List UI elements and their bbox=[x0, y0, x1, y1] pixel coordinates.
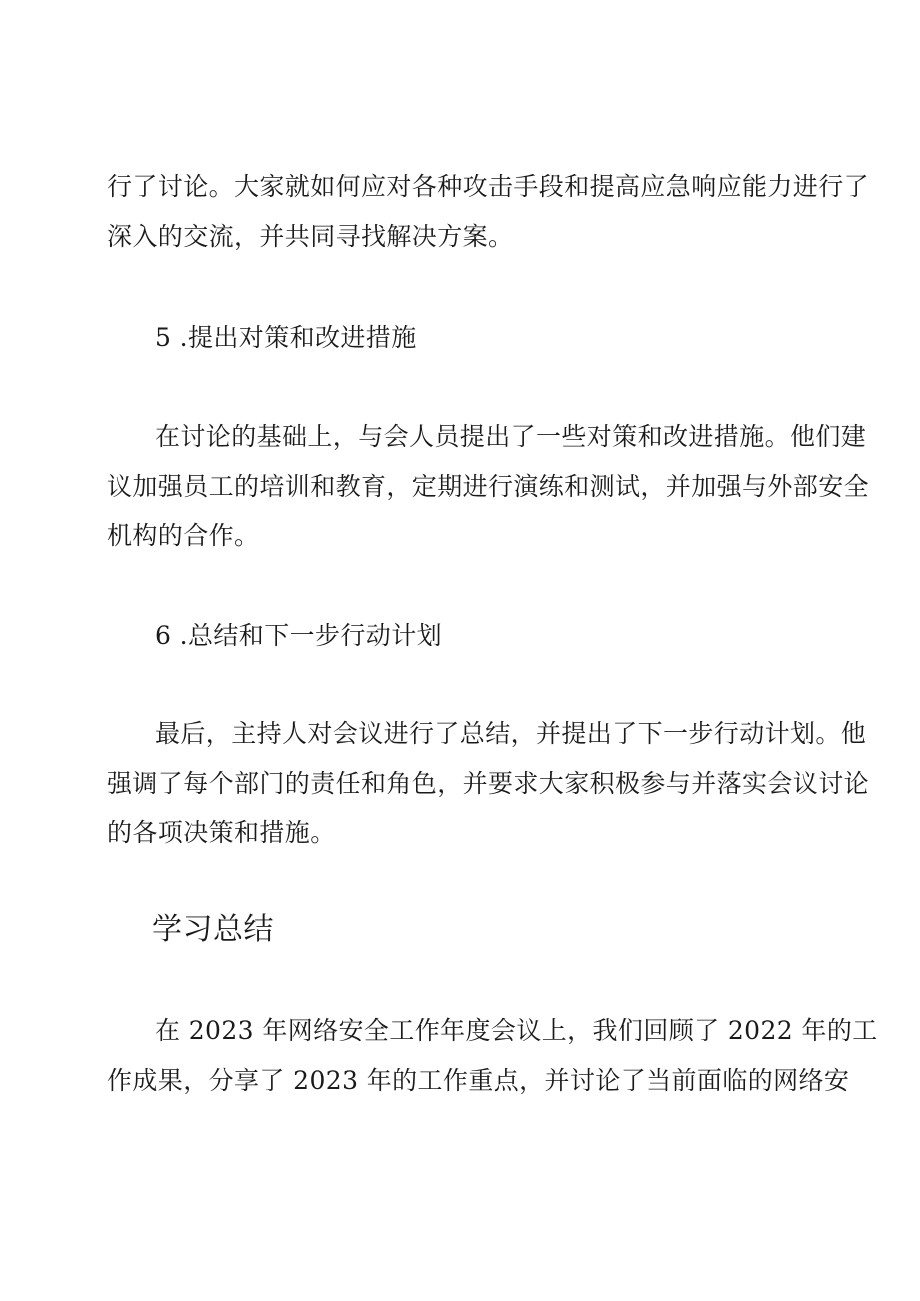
paragraph-line: 的各项决策和措施。 bbox=[107, 818, 336, 847]
paragraph-line: 最后，主持人对会议进行了总结，并提出了下一步行动计划。他 bbox=[155, 719, 867, 748]
section-heading: 学习总结 bbox=[152, 912, 274, 947]
paragraph-line: 行了讨论。大家就如何应对各种攻击手段和提高应急响应能力进行了 bbox=[107, 172, 870, 201]
paragraph-line: 在讨论的基础上，与会人员提出了一些对策和改进措施。他们建 bbox=[155, 422, 867, 451]
paragraph-line: 议加强员工的培训和教育，定期进行演练和测试，并加强与外部安全 bbox=[107, 472, 870, 501]
paragraph-line: 深入的交流，并共同寻找解决方案。 bbox=[107, 222, 514, 251]
list-item-heading-6: 6 .总结和下一步行动计划 bbox=[155, 621, 443, 650]
list-item-heading-5: 5 .提出对策和改进措施 bbox=[155, 323, 417, 352]
paragraph-line: 机构的合作。 bbox=[107, 521, 260, 550]
paragraph-line: 作成果，分享了 2023 年的工作重点，并讨论了当前面临的网络安 bbox=[107, 1066, 850, 1095]
paragraph-line: 在 2023 年网络安全工作年度会议上，我们回顾了 2022 年的工 bbox=[155, 1016, 878, 1045]
paragraph-line: 强调了每个部门的责任和角色，并要求大家积极参与并落实会议讨论 bbox=[107, 769, 870, 798]
